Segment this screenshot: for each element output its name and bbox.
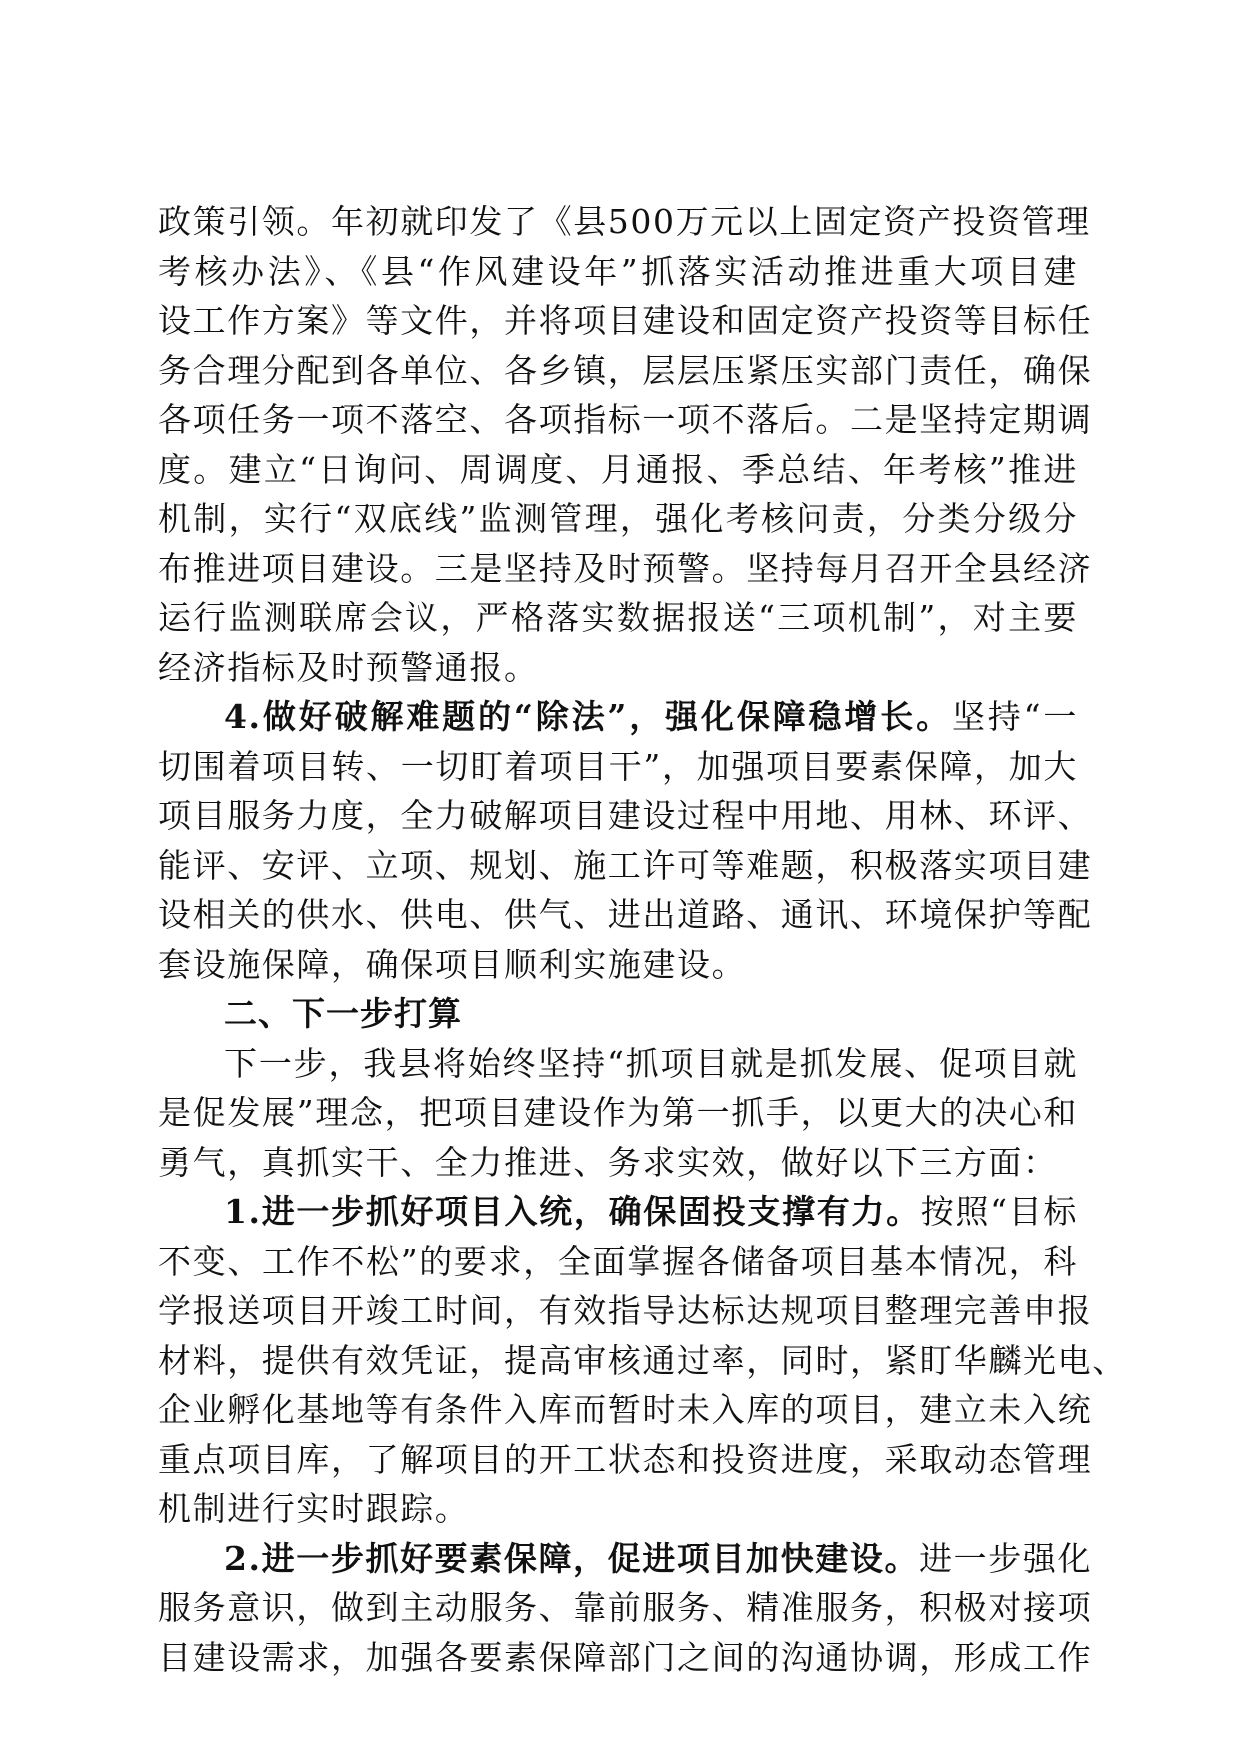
text-line: 企业孵化基地等有条件入库而暂时未入库的项目，建立未入统 — [158, 1390, 1093, 1429]
item-4-lead: 4.做好破解难题的“除法”，强化保障稳增长。 — [224, 697, 952, 736]
text-line: 考核办法》、《县“作风建设年”抓落实活动推进重大项目建 — [158, 251, 1078, 291]
item-1-lead: 1.进一步抓好项目入统，确保固投支撑有力。 — [224, 1192, 921, 1231]
paragraph-item-2 — [158, 1534, 1093, 1683]
text-line: 机制进行实时跟踪。 — [158, 1489, 470, 1528]
item-2-first-rest: 进一步强化 — [919, 1538, 1093, 1578]
paragraph-item-4 — [158, 692, 1093, 989]
text-line: 目建设需求，加强各要素保障部门之间的沟通协调，形成工作 — [158, 1637, 1093, 1677]
paragraph-policy-guidance — [158, 197, 1093, 692]
text-line: 布推进项目建设。三是坚持及时预警。坚持每月召开全县经济 — [158, 548, 1093, 588]
text-line: 能评、安评、立项、规划、施工许可等难题，积极落实项目建 — [158, 845, 1093, 885]
text-line: 勇气，真抓实干、全力推进、务求实效，做好以下三方面： — [158, 1142, 1058, 1182]
text-line: 政策引领。年初就印发了《县500万元以上固定资产投资管理 — [158, 202, 1091, 241]
item-2-lead: 2.进一步抓好要素保障，促进项目加快建设。 — [224, 1538, 920, 1578]
paragraph-item-1 — [158, 1187, 1127, 1534]
text-line: 运行监测联席会议，严格落实数据报送“三项机制”，对主要 — [158, 598, 1078, 637]
text-line: 各项任务一项不落空、各项指标一项不落后。二是坚持定期调 — [158, 400, 1093, 439]
text-line: 机制，实行“双底线”监测管理，强化考核问责，分类分级分 — [158, 499, 1078, 538]
text-line: 重点项目库，了解项目的开工状态和投资进度，采取动态管理 — [158, 1439, 1093, 1479]
item-1-first-rest: 按照“目标 — [920, 1192, 1078, 1231]
text-line: 切围着项目转、一切盯着项目干”，加强项目要素保障，加大 — [158, 746, 1078, 786]
paragraph-next-steps-intro — [158, 1039, 1078, 1188]
text-line: 务合理分配到各单位、各乡镇，层层压紧压实部门责任，确保 — [158, 350, 1093, 390]
text-line: 不变、工作不松”的要求，全面掌握各储备项目基本情况，科 — [158, 1241, 1078, 1281]
text-line: 套设施保障，确保项目顺利实施建设。 — [158, 944, 747, 984]
text-line: 下一步，我县将始终坚持“抓项目就是抓发展、促项目就 — [224, 1043, 1078, 1083]
text-line: 设相关的供水、供电、供气、进出道路、通讯、环境保护等配 — [158, 895, 1093, 934]
item-4-first-rest: 坚持“一 — [951, 697, 1078, 736]
text-line: 学报送项目开竣工时间，有效指导达标达规项目整理完善申报 — [158, 1291, 1093, 1330]
text-line: 是促发展”理念，把项目建设作为第一抓手，以更大的决心和 — [158, 1093, 1078, 1132]
text-line: 服务意识，做到主动服务、靠前服务、精准服务，积极对接项 — [158, 1588, 1093, 1627]
text-line — [158, 1534, 1093, 1584]
text-line — [158, 1187, 1078, 1237]
text-line — [158, 692, 1078, 742]
text-line: 经济指标及时预警通报。 — [158, 647, 539, 687]
text-line: 项目服务力度，全力破解项目建设过程中用地、用林、环评、 — [158, 796, 1093, 835]
text-line: 设工作方案》等文件，并将项目建设和固定资产投资等目标任 — [158, 301, 1093, 340]
text-line: 材料，提供有效凭证，提高审核通过率，同时，紧盯华麟光电、 — [158, 1340, 1127, 1380]
section-heading: 二、下一步打算 — [224, 994, 462, 1033]
text-line: 度。建立“日询问、周调度、月通报、季总结、年考核”推进 — [158, 449, 1078, 489]
document-body — [158, 197, 1127, 1682]
